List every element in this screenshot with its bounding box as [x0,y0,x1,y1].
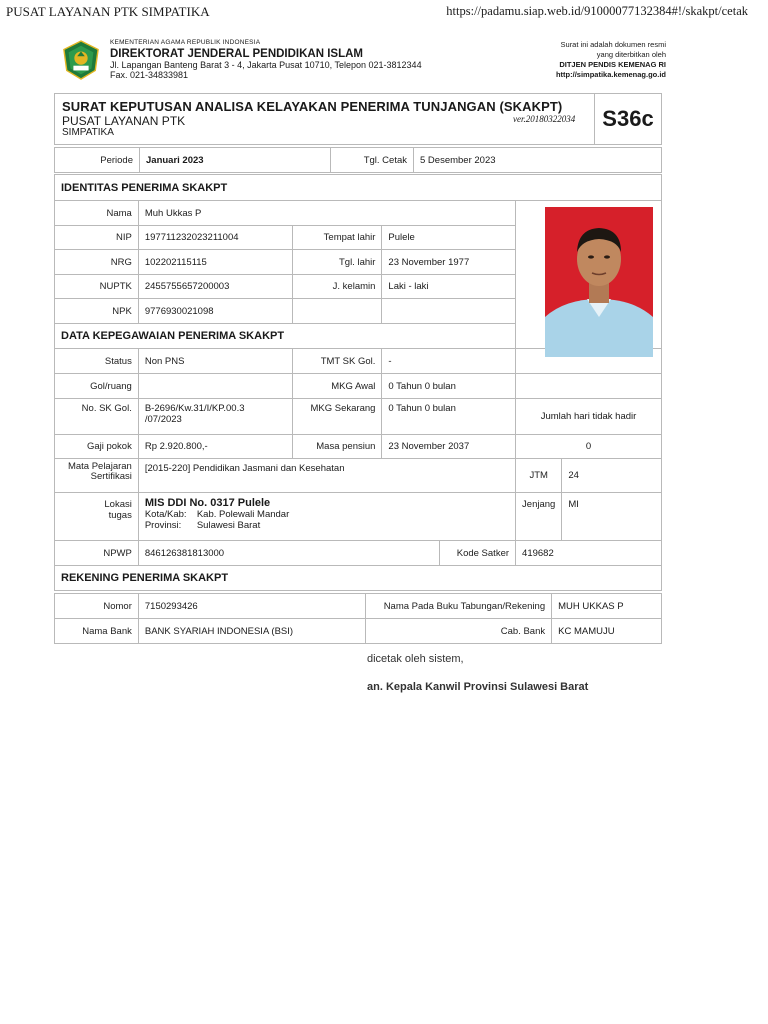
nrg-label: NRG [55,250,139,275]
gender-label: J. kelamin [292,275,382,299]
account-number-value: 7150293426 [138,594,366,619]
identity-section-heading: IDENTITAS PENERIMA SKAKPT [55,175,662,201]
mkg-now-value: 0 Tahun 0 bulan [382,399,516,435]
version-label: ver.20180322034 [513,114,576,124]
empty-cell [382,299,516,324]
ministry-name: KEMENTERIAN AGAMA REPUBLIK INDONESIA [110,39,261,46]
branch-value: KC MAMUJU [552,619,662,644]
subject-label [55,459,139,493]
prov-row [145,520,509,531]
letterhead-text [110,38,422,80]
sk-value-line-1: B-2696/Kw.31/I/KP.00.3 [144,403,245,414]
print-date-value: 5 Desember 2023 [414,148,662,173]
nuptk-label: NUPTK [55,275,139,299]
subject-label-line-2: Sertifikasi [90,471,132,482]
kemenag-logo-icon [62,40,100,80]
kota-value: Kab. Polewali Mandar [196,509,290,520]
directorate-name: DIREKTORAT JENDERAL PENDIDIKAN ISLAM [110,48,364,60]
name-label: Nama [55,201,139,226]
jtm-label: JTM [516,459,562,493]
letterhead [60,38,666,86]
account-holder-label: Nama Pada Buku Tabungan/Rekening [366,594,552,619]
document-subtitle: PUSAT LAYANAN PTK [62,114,186,128]
document-title: SURAT KEPUTUSAN ANALISA KELAYAKAN PENERIMA TUNJANGAN (SKAKPT) [62,99,563,114]
birthdate-label: Tgl. lahir [292,250,382,275]
print-date-label: Tgl. Cetak [331,148,414,173]
mkg-awal-value: 0 Tahun 0 bulan [382,374,516,399]
jenjang-label: Jenjang [516,493,562,541]
bank-name-value: BANK SYARIAH INDONESIA (BSI) [138,619,366,644]
golruang-value [138,374,292,399]
kota-row [145,509,509,520]
fax: Fax. 021-34833981 [110,70,189,80]
satker-value: 419682 [516,541,662,566]
tmt-value: - [382,349,516,374]
prov-value: Sulawesi Barat [196,520,261,531]
document-subtitle-2: SIMPATIKA [62,127,114,138]
note-line-2: yang diterbitkan oleh [596,50,666,59]
jtm-value: 24 [562,459,662,493]
nip-label: NIP [55,226,139,250]
bank-section-heading: REKENING PENERIMA SKAKPT [55,566,662,591]
npwp-label: NPWP [55,541,139,566]
mkg-awal-label: MKG Awal [292,374,382,399]
golruang-label: Gol/ruang [55,374,139,399]
npwp-value: 846126381813000 [138,541,439,566]
printed-by-note: dicetak oleh sistem, [367,653,464,665]
employment-section-heading: DATA KEPEGAWAIAN PENERIMA SKAKPT [55,324,516,349]
location-value [138,493,515,541]
document-title-box [54,93,662,145]
period-value: Januari 2023 [140,148,331,173]
school-name: MIS DDI No. 0317 Pulele [144,497,271,509]
pension-value: 23 November 2037 [382,435,516,459]
npk-label: NPK [55,299,139,324]
location-label-line-2: tugas [108,510,132,521]
form-code: S36c [594,94,661,144]
note-line-1: Surat ini adalah dokumen resmi [560,40,666,49]
pension-label: Masa pensiun [292,435,382,459]
branch-label: Cab. Bank [366,619,552,644]
birthplace-label: Tempat lahir [292,226,382,250]
period-table [54,147,662,173]
name-value: Muh Ukkas P [138,201,515,226]
nip-value: 197711232023211004 [138,226,292,250]
page-title: PUSAT LAYANAN PTK SIMPATIKA [6,4,210,19]
nuptk-value: 2455755657200003 [138,275,292,299]
mkg-now-label: MKG Sekarang [292,399,382,435]
website: http://simpatika.kemenag.go.id [555,70,666,79]
prov-label: Provinsi: [144,520,182,531]
absent-days-label: Jumlah hari tidak hadir [516,399,662,435]
account-number-label: Nomor [55,594,139,619]
birthplace-value: Pulele [382,226,516,250]
kota-label: Kota/Kab: [144,509,187,520]
birthdate-value: 23 November 1977 [382,250,516,275]
empty-cell [292,299,382,324]
nrg-value: 102202115115 [138,250,292,275]
jenjang-value: MI [562,493,662,541]
page-url[interactable]: https://padamu.siap.web.id/91000077132384#!/skakpt/cetak [446,4,748,18]
tmt-label: TMT SK Gol. [292,349,382,374]
npk-value: 9776930021098 [138,299,292,324]
bank-table [54,593,662,644]
sk-value-line-2: /07/2023 [144,414,182,425]
salary-value: Rp 2.920.800,- [138,435,292,459]
signatory: an. Kepala Kanwil Provinsi Sulawesi Barat [367,681,589,693]
bank-name-label: Nama Bank [55,619,139,644]
absent-days-value: 0 [516,435,662,459]
address: Jl. Lapangan Banteng Barat 3 - 4, Jakarta Pusat 10710, Telepon 021-3812344 [110,60,422,70]
account-holder-value: MUH UKKAS P [552,594,662,619]
period-label: Periode [55,148,140,173]
status-value: Non PNS [138,349,292,374]
print-header [0,0,768,24]
status-label: Status [55,349,139,374]
location-label-line-1: Lokasi [104,499,132,510]
gender-value: Laki - laki [382,275,516,299]
official-note [556,40,666,80]
subject-value: [2015-220] Pendidikan Jasmani dan Kesehatan [138,459,515,493]
location-label [55,493,139,541]
salary-label: Gaji pokok [55,435,139,459]
sk-value [138,399,292,435]
empty-cell [516,374,662,399]
subject-label-line-1: Mata Pelajaran [67,461,132,472]
sk-label: No. SK Gol. [55,399,139,435]
issuer: DITJEN PENDIS KEMENAG RI [559,60,666,69]
satker-label: Kode Satker [440,541,516,566]
recipient-photo [545,207,653,357]
